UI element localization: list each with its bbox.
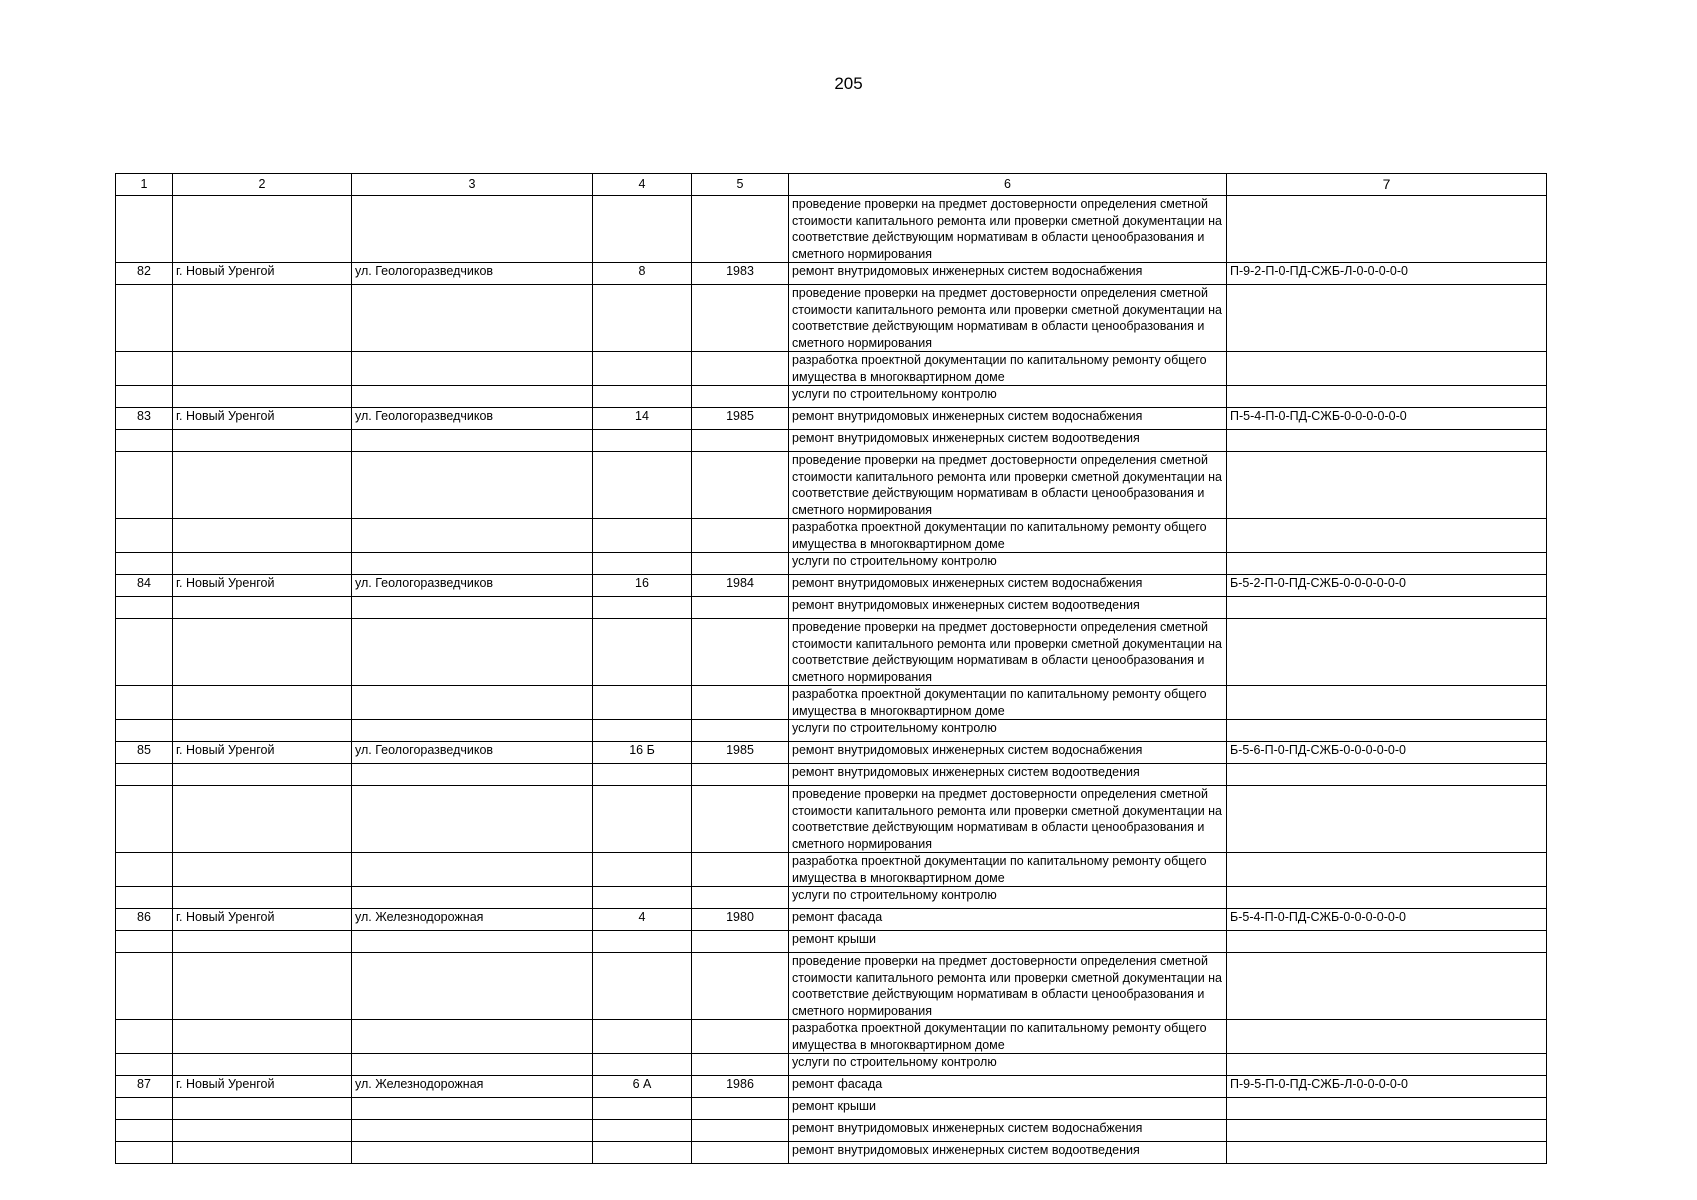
cell-city: г. Новый Уренгой — [173, 408, 352, 430]
cell-row-number — [116, 519, 173, 553]
cell-build-year: 1985 — [692, 408, 789, 430]
cell-city — [173, 953, 352, 1020]
cell-city — [173, 720, 352, 742]
cell-house-number — [593, 196, 692, 263]
cell-build-year — [692, 285, 789, 352]
cell-row-number — [116, 887, 173, 909]
cell-house-number: 6 А — [593, 1076, 692, 1098]
cell-house-code: Б-5-2-П-0-ПД-СЖБ-0-0-0-0-0-0 — [1227, 575, 1547, 597]
cell-house-code — [1227, 519, 1547, 553]
cell-row-number — [116, 953, 173, 1020]
cell-house-code — [1227, 764, 1547, 786]
cell-city — [173, 686, 352, 720]
cell-city — [173, 1120, 352, 1142]
cell-house-code — [1227, 931, 1547, 953]
cell-build-year — [692, 1142, 789, 1164]
cell-row-number — [116, 386, 173, 408]
cell-city — [173, 1098, 352, 1120]
cell-house-number — [593, 1120, 692, 1142]
cell-work-type: услуги по строительному контролю — [789, 720, 1227, 742]
cell-house-number — [593, 430, 692, 452]
cell-city — [173, 519, 352, 553]
table-row — [116, 597, 1547, 619]
cell-build-year — [692, 720, 789, 742]
cell-row-number — [116, 553, 173, 575]
cell-build-year — [692, 519, 789, 553]
cell-house-number — [593, 553, 692, 575]
cell-row-number — [116, 1120, 173, 1142]
cell-street: ул. Геологоразведчиков — [352, 575, 593, 597]
cell-row-number — [116, 686, 173, 720]
cell-build-year: 1985 — [692, 742, 789, 764]
cell-row-number — [116, 1098, 173, 1120]
cell-row-number — [116, 352, 173, 386]
cell-work-type: ремонт внутридомовых инженерных систем водоотведения — [789, 764, 1227, 786]
header-cell-2: 2 — [173, 174, 352, 196]
cell-work-type: услуги по строительному контролю — [789, 1054, 1227, 1076]
cell-house-number: 16 Б — [593, 742, 692, 764]
cell-build-year: 1983 — [692, 263, 789, 285]
cell-row-number — [116, 597, 173, 619]
table-row — [116, 519, 1547, 553]
cell-street — [352, 953, 593, 1020]
cell-house-code: П-9-2-П-0-ПД-СЖБ-Л-0-0-0-0-0 — [1227, 263, 1547, 285]
cell-row-number — [116, 430, 173, 452]
cell-house-code — [1227, 1120, 1547, 1142]
table-row — [116, 1142, 1547, 1164]
cell-house-code — [1227, 196, 1547, 263]
cell-house-number — [593, 1054, 692, 1076]
cell-row-number — [116, 1020, 173, 1054]
table-row — [116, 853, 1547, 887]
table-body — [116, 196, 1547, 1164]
cell-house-number — [593, 1020, 692, 1054]
cell-house-number — [593, 686, 692, 720]
cell-house-number — [593, 953, 692, 1020]
cell-build-year — [692, 1120, 789, 1142]
header-cell-5: 5 — [692, 174, 789, 196]
cell-row-number — [116, 619, 173, 686]
cell-build-year — [692, 953, 789, 1020]
header-cell-4: 4 — [593, 174, 692, 196]
table-row — [116, 553, 1547, 575]
cell-house-code: Б-5-4-П-0-ПД-СЖБ-0-0-0-0-0-0 — [1227, 909, 1547, 931]
cell-row-number: 84 — [116, 575, 173, 597]
cell-build-year — [692, 619, 789, 686]
cell-city — [173, 196, 352, 263]
cell-work-type: разработка проектной документации по капитальному ремонту общего имущества в многоквартирном доме — [789, 1020, 1227, 1054]
cell-house-number — [593, 519, 692, 553]
cell-row-number: 87 — [116, 1076, 173, 1098]
table-row — [116, 887, 1547, 909]
cell-build-year: 1984 — [692, 575, 789, 597]
cell-house-number — [593, 764, 692, 786]
cell-work-type: ремонт фасада — [789, 909, 1227, 931]
cell-street — [352, 597, 593, 619]
cell-house-code — [1227, 1054, 1547, 1076]
table-row — [116, 1098, 1547, 1120]
cell-work-type: ремонт внутридомовых инженерных систем водоснабжения — [789, 263, 1227, 285]
cell-build-year — [692, 386, 789, 408]
cell-house-code — [1227, 786, 1547, 853]
table-row — [116, 742, 1547, 764]
cell-build-year — [692, 1020, 789, 1054]
cell-street — [352, 285, 593, 352]
cell-house-code — [1227, 597, 1547, 619]
cell-city: г. Новый Уренгой — [173, 909, 352, 931]
cell-street — [352, 764, 593, 786]
cell-street: ул. Геологоразведчиков — [352, 742, 593, 764]
cell-street — [352, 1142, 593, 1164]
table-row — [116, 931, 1547, 953]
cell-street — [352, 553, 593, 575]
table-row — [116, 686, 1547, 720]
cell-row-number — [116, 931, 173, 953]
cell-street — [352, 853, 593, 887]
cell-work-type: ремонт внутридомовых инженерных систем водоотведения — [789, 597, 1227, 619]
table-row — [116, 352, 1547, 386]
cell-house-number — [593, 1142, 692, 1164]
cell-city — [173, 386, 352, 408]
cell-street — [352, 1098, 593, 1120]
cell-house-number — [593, 285, 692, 352]
cell-city — [173, 285, 352, 352]
header-cell-6: 6 — [789, 174, 1227, 196]
cell-house-number — [593, 619, 692, 686]
cell-house-code — [1227, 686, 1547, 720]
cell-street — [352, 386, 593, 408]
cell-street — [352, 1054, 593, 1076]
cell-street — [352, 519, 593, 553]
cell-street — [352, 786, 593, 853]
cell-build-year — [692, 686, 789, 720]
cell-house-code — [1227, 720, 1547, 742]
cell-house-code — [1227, 1020, 1547, 1054]
cell-city — [173, 1142, 352, 1164]
cell-build-year — [692, 597, 789, 619]
cell-house-code: П-5-4-П-0-ПД-СЖБ-0-0-0-0-0-0 — [1227, 408, 1547, 430]
cell-house-number: 16 — [593, 575, 692, 597]
cell-work-type: ремонт внутридомовых инженерных систем водоснабжения — [789, 575, 1227, 597]
cell-city: г. Новый Уренгой — [173, 742, 352, 764]
cell-work-type: проведение проверки на предмет достоверности определения сметной стоимости капитального ремонта или проверки сметной документации на соответствие действующим нормативам в области ценообразования и сметного нормирования — [789, 953, 1227, 1020]
cell-street: ул. Железнодорожная — [352, 1076, 593, 1098]
cell-work-type: проведение проверки на предмет достоверности определения сметной стоимости капитального ремонта или проверки сметной документации на соответствие действующим нормативам в области ценообразования и сметного нормирования — [789, 452, 1227, 519]
cell-house-number — [593, 853, 692, 887]
table-row — [116, 1054, 1547, 1076]
cell-work-type: ремонт фасада — [789, 1076, 1227, 1098]
cell-house-code — [1227, 887, 1547, 909]
cell-city — [173, 597, 352, 619]
table-row — [116, 909, 1547, 931]
cell-row-number — [116, 764, 173, 786]
cell-house-code — [1227, 553, 1547, 575]
cell-city: г. Новый Уренгой — [173, 1076, 352, 1098]
cell-build-year — [692, 352, 789, 386]
cell-street — [352, 1020, 593, 1054]
cell-city — [173, 764, 352, 786]
cell-house-number — [593, 352, 692, 386]
cell-work-type: проведение проверки на предмет достоверности определения сметной стоимости капитального ремонта или проверки сметной документации на соответствие действующим нормативам в области ценообразования и сметного нормирования — [789, 196, 1227, 263]
cell-street — [352, 887, 593, 909]
cell-work-type: проведение проверки на предмет достоверности определения сметной стоимости капитального ремонта или проверки сметной документации на соответствие действующим нормативам в области ценообразования и сметного нормирования — [789, 786, 1227, 853]
cell-house-number — [593, 452, 692, 519]
table-row — [116, 619, 1547, 686]
cell-work-type: ремонт внутридомовых инженерных систем водоотведения — [789, 430, 1227, 452]
cell-row-number — [116, 720, 173, 742]
table-row — [116, 1076, 1547, 1098]
cell-work-type: ремонт крыши — [789, 1098, 1227, 1120]
table-row — [116, 285, 1547, 352]
cell-work-type: услуги по строительному контролю — [789, 553, 1227, 575]
table-row — [116, 452, 1547, 519]
cell-build-year — [692, 1098, 789, 1120]
cell-house-number — [593, 597, 692, 619]
cell-work-type: разработка проектной документации по капитальному ремонту общего имущества в многоквартирном доме — [789, 853, 1227, 887]
cell-street — [352, 720, 593, 742]
cell-row-number: 86 — [116, 909, 173, 931]
cell-street: ул. Геологоразведчиков — [352, 408, 593, 430]
cell-build-year — [692, 196, 789, 263]
cell-city — [173, 553, 352, 575]
table-row — [116, 786, 1547, 853]
cell-city — [173, 430, 352, 452]
cell-row-number — [116, 285, 173, 352]
cell-city — [173, 352, 352, 386]
cell-house-code — [1227, 285, 1547, 352]
table-row — [116, 408, 1547, 430]
table-row — [116, 386, 1547, 408]
cell-house-code — [1227, 352, 1547, 386]
cell-house-number — [593, 1098, 692, 1120]
cell-city — [173, 1054, 352, 1076]
cell-work-type: услуги по строительному контролю — [789, 386, 1227, 408]
cell-work-type: ремонт внутридомовых инженерных систем водоснабжения — [789, 1120, 1227, 1142]
repair-register-table — [115, 173, 1547, 1164]
cell-street — [352, 686, 593, 720]
cell-house-number — [593, 931, 692, 953]
cell-build-year — [692, 430, 789, 452]
cell-street — [352, 430, 593, 452]
cell-row-number: 82 — [116, 263, 173, 285]
cell-build-year — [692, 452, 789, 519]
cell-build-year — [692, 887, 789, 909]
table-row — [116, 575, 1547, 597]
cell-house-code — [1227, 953, 1547, 1020]
cell-house-code — [1227, 452, 1547, 519]
cell-house-code: П-9-5-П-0-ПД-СЖБ-Л-0-0-0-0-0 — [1227, 1076, 1547, 1098]
cell-street: ул. Геологоразведчиков — [352, 263, 593, 285]
cell-house-number: 8 — [593, 263, 692, 285]
cell-build-year — [692, 786, 789, 853]
cell-street: ул. Железнодорожная — [352, 909, 593, 931]
cell-house-number — [593, 786, 692, 853]
cell-house-code — [1227, 430, 1547, 452]
cell-city — [173, 452, 352, 519]
cell-house-code — [1227, 853, 1547, 887]
cell-city: г. Новый Уренгой — [173, 575, 352, 597]
header-row — [116, 174, 1547, 196]
cell-row-number — [116, 452, 173, 519]
cell-street — [352, 619, 593, 686]
cell-row-number: 85 — [116, 742, 173, 764]
cell-street — [352, 1120, 593, 1142]
cell-house-number: 14 — [593, 408, 692, 430]
cell-build-year: 1986 — [692, 1076, 789, 1098]
table-row — [116, 430, 1547, 452]
cell-house-code — [1227, 619, 1547, 686]
cell-build-year — [692, 1054, 789, 1076]
cell-row-number: 83 — [116, 408, 173, 430]
cell-work-type: ремонт крыши — [789, 931, 1227, 953]
cell-work-type: ремонт внутридомовых инженерных систем водоснабжения — [789, 742, 1227, 764]
cell-work-type: проведение проверки на предмет достоверности определения сметной стоимости капитального ремонта или проверки сметной документации на соответствие действующим нормативам в области ценообразования и сметного нормирования — [789, 619, 1227, 686]
cell-house-number: 4 — [593, 909, 692, 931]
cell-work-type: ремонт внутридомовых инженерных систем водоотведения — [789, 1142, 1227, 1164]
cell-row-number — [116, 196, 173, 263]
cell-build-year — [692, 764, 789, 786]
cell-build-year — [692, 853, 789, 887]
cell-work-type: разработка проектной документации по капитальному ремонту общего имущества в многоквартирном доме — [789, 686, 1227, 720]
cell-house-number — [593, 386, 692, 408]
header-cell-1: 1 — [116, 174, 173, 196]
cell-city: г. Новый Уренгой — [173, 263, 352, 285]
table-row — [116, 953, 1547, 1020]
table-row — [116, 1020, 1547, 1054]
cell-street — [352, 352, 593, 386]
cell-house-code — [1227, 386, 1547, 408]
header-cell-7: 7 — [1227, 174, 1547, 196]
cell-city — [173, 931, 352, 953]
table-row — [116, 196, 1547, 263]
table-row — [116, 764, 1547, 786]
cell-row-number — [116, 853, 173, 887]
cell-build-year: 1980 — [692, 909, 789, 931]
cell-house-number — [593, 887, 692, 909]
cell-work-type: ремонт внутридомовых инженерных систем водоснабжения — [789, 408, 1227, 430]
header-cell-3: 3 — [352, 174, 593, 196]
cell-house-code — [1227, 1098, 1547, 1120]
cell-street — [352, 931, 593, 953]
cell-city — [173, 1020, 352, 1054]
cell-row-number — [116, 1142, 173, 1164]
table-row — [116, 263, 1547, 285]
cell-work-type: разработка проектной документации по капитальному ремонту общего имущества в многоквартирном доме — [789, 519, 1227, 553]
cell-house-code — [1227, 1142, 1547, 1164]
cell-city — [173, 619, 352, 686]
cell-street — [352, 452, 593, 519]
cell-house-code: Б-5-6-П-0-ПД-СЖБ-0-0-0-0-0-0 — [1227, 742, 1547, 764]
cell-street — [352, 196, 593, 263]
cell-work-type: проведение проверки на предмет достоверности определения сметной стоимости капитального ремонта или проверки сметной документации на соответствие действующим нормативам в области ценообразования и сметного нормирования — [789, 285, 1227, 352]
cell-work-type: разработка проектной документации по капитальному ремонту общего имущества в многоквартирном доме — [789, 352, 1227, 386]
cell-row-number — [116, 1054, 173, 1076]
cell-build-year — [692, 931, 789, 953]
table-header — [116, 174, 1547, 196]
table-row — [116, 1120, 1547, 1142]
page-number: 205 — [834, 74, 863, 93]
cell-build-year — [692, 553, 789, 575]
cell-city — [173, 786, 352, 853]
cell-city — [173, 853, 352, 887]
table-row — [116, 720, 1547, 742]
cell-city — [173, 887, 352, 909]
cell-house-number — [593, 720, 692, 742]
cell-row-number — [116, 786, 173, 853]
cell-work-type: услуги по строительному контролю — [789, 887, 1227, 909]
